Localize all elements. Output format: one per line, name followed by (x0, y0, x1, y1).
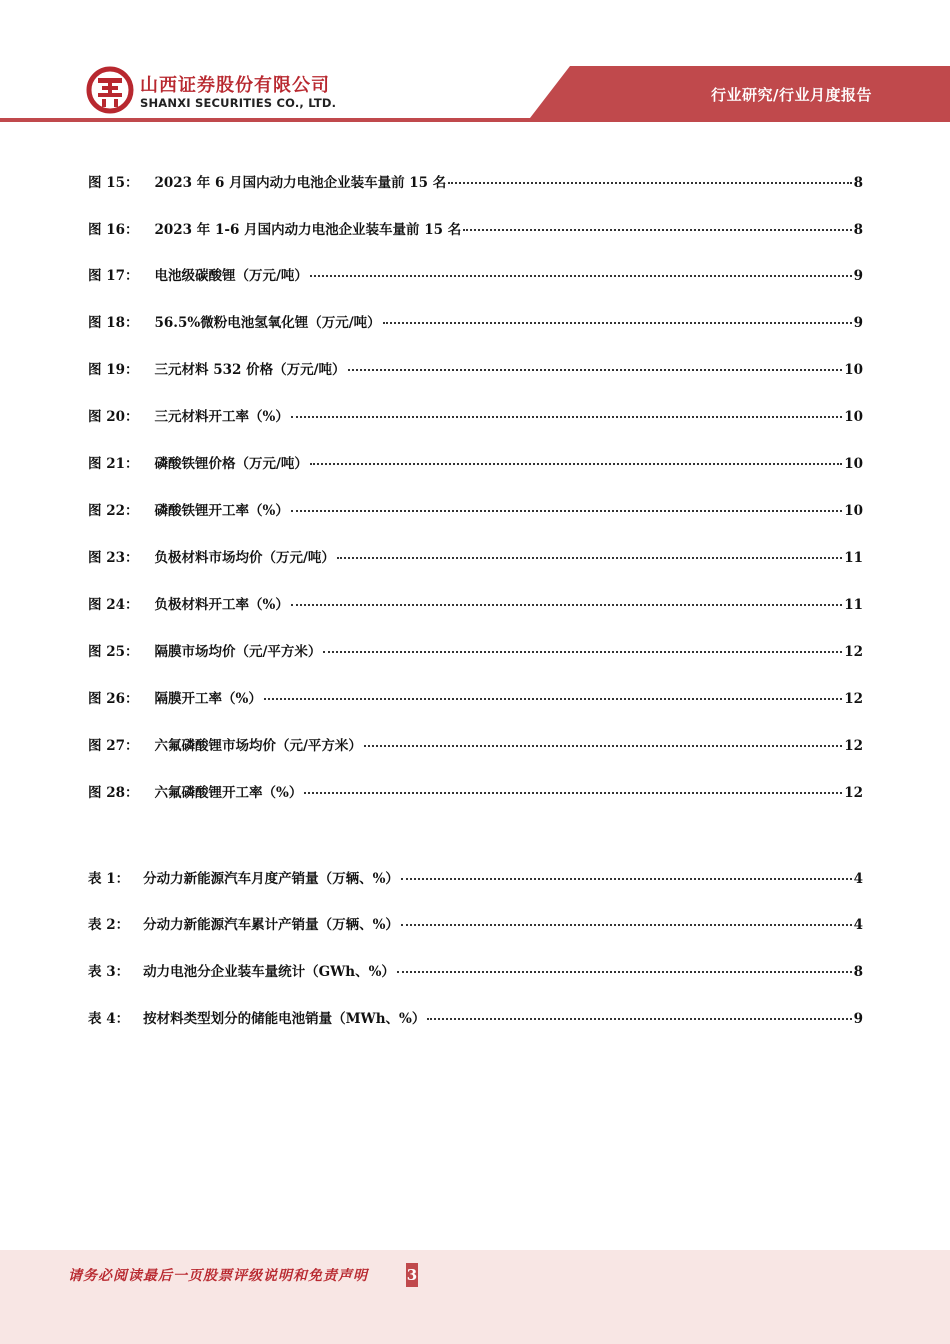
toc-page-number: 4 (853, 917, 863, 933)
toc-page-number: 12 (844, 644, 863, 660)
toc-entry-table-3[interactable] (88, 961, 863, 983)
company-logo-icon (86, 66, 134, 114)
toc-page-number: 10 (844, 456, 863, 472)
page-header (0, 0, 950, 124)
toc-title: 按材料类型划分的储能电池销量（MWh、%） (143, 1011, 426, 1027)
toc-leader-dots (348, 359, 843, 371)
toc-page-number: 8 (853, 964, 863, 980)
toc-page-number: 12 (844, 691, 863, 707)
toc-title: 磷酸铁锂价格（万元/吨） (154, 456, 308, 472)
toc-label: 图 23： (88, 550, 139, 566)
toc-label: 图 24： (88, 597, 139, 613)
toc-title: 2023 年 1-6 月国内动力电池企业装车量前 15 名 (154, 222, 462, 238)
toc-page-number: 9 (853, 268, 863, 284)
toc-entry-figure-19[interactable] (88, 359, 863, 381)
toc-label: 图 25： (88, 644, 139, 660)
toc-leader-dots (397, 961, 852, 973)
toc-leader-dots (463, 219, 851, 231)
toc-page-number: 12 (844, 738, 863, 754)
toc-title: 分动力新能源汽车月度产销量（万辆、%） (143, 871, 399, 887)
toc-leader-dots (304, 782, 842, 794)
toc-page-number: 10 (844, 409, 863, 425)
toc-entry-figure-18[interactable] (88, 312, 863, 334)
toc-leader-dots (337, 547, 842, 559)
toc-title: 负极材料开工率（%） (154, 597, 289, 613)
toc-entry-table-4[interactable] (88, 1008, 863, 1030)
toc-title: 隔膜市场均价（元/平方米） (154, 644, 322, 660)
company-name-en: SHANXI SECURITIES CO., LTD. (140, 96, 337, 110)
toc-entry-figure-21[interactable] (88, 453, 863, 475)
toc-leader-dots (401, 914, 852, 926)
toc-leader-dots (323, 641, 842, 653)
toc-leader-dots (310, 453, 842, 465)
footer-disclaimer: 请务必阅读最后一页股票评级说明和免责声明 (68, 1268, 368, 1284)
toc-leader-dots (427, 1008, 851, 1020)
toc-label: 图 26： (88, 691, 139, 707)
toc-entry-figure-24[interactable] (88, 594, 863, 616)
toc-title: 分动力新能源汽车累计产销量（万辆、%） (143, 917, 399, 933)
toc-label: 图 28： (88, 785, 139, 801)
toc-page-number: 11 (844, 597, 863, 613)
toc-label: 图 15： (88, 175, 139, 191)
toc-entry-figure-15[interactable] (88, 172, 863, 194)
toc-label: 表 2： (88, 917, 130, 933)
toc-page-number: 4 (853, 871, 863, 887)
toc-entry-figure-17[interactable] (88, 265, 863, 287)
toc-leader-dots (264, 688, 842, 700)
toc-leader-dots (448, 172, 851, 184)
toc-page-number: 8 (853, 175, 863, 191)
page-number: 3 (406, 1263, 418, 1287)
toc-leader-dots (310, 265, 852, 277)
toc-label: 图 16： (88, 222, 139, 238)
toc-label: 图 18： (88, 315, 139, 331)
toc-entry-figure-22[interactable] (88, 500, 863, 522)
toc-title: 动力电池分企业装车量统计（GWh、%） (143, 964, 395, 980)
toc-title: 隔膜开工率（%） (154, 691, 262, 707)
toc-title: 三元材料开工率（%） (154, 409, 289, 425)
toc-leader-dots (364, 735, 842, 747)
toc-entry-figure-23[interactable] (88, 547, 863, 569)
toc-leader-dots (291, 406, 842, 418)
toc-label: 图 19： (88, 362, 139, 378)
toc-page-number: 11 (844, 550, 863, 566)
toc-label: 图 22： (88, 503, 139, 519)
toc-leader-dots (401, 868, 852, 880)
toc-label: 图 27： (88, 738, 139, 754)
toc-title: 三元材料 532 价格（万元/吨） (154, 362, 346, 378)
toc-entry-figure-16[interactable] (88, 219, 863, 241)
toc-label: 表 4： (88, 1011, 130, 1027)
toc-entry-figure-25[interactable] (88, 641, 863, 663)
toc-label: 表 3： (88, 964, 130, 980)
report-type: 行业研究/行业月度报告 (711, 86, 872, 104)
toc-entry-table-1[interactable] (88, 868, 863, 890)
toc-title: 磷酸铁锂开工率（%） (154, 503, 289, 519)
toc-title: 56.5%微粉电池氢氧化锂（万元/吨） (154, 315, 381, 331)
toc-page-number: 12 (844, 785, 863, 801)
toc-title: 负极材料市场均价（万元/吨） (154, 550, 335, 566)
toc-page-number: 8 (853, 222, 863, 238)
toc-label: 图 20： (88, 409, 139, 425)
toc-page-number: 10 (844, 503, 863, 519)
toc-leader-dots (291, 500, 842, 512)
toc-label: 图 17： (88, 268, 139, 284)
toc-entry-figure-27[interactable] (88, 735, 863, 757)
toc-entry-table-2[interactable] (88, 914, 863, 936)
company-name-cn: 山西证券股份有限公司 (140, 75, 330, 96)
toc-leader-dots (291, 594, 842, 606)
toc-leader-dots (383, 312, 852, 324)
toc-entry-figure-28[interactable] (88, 782, 863, 804)
toc-entry-figure-20[interactable] (88, 406, 863, 428)
toc-label: 图 21： (88, 456, 139, 472)
toc-label: 表 1： (88, 871, 130, 887)
toc-page-number: 9 (853, 1011, 863, 1027)
toc-page-number: 10 (844, 362, 863, 378)
header-divider (0, 118, 950, 122)
toc-page-number: 9 (853, 315, 863, 331)
toc-title: 六氟磷酸锂市场均价（元/平方米） (154, 738, 362, 754)
toc-title: 2023 年 6 月国内动力电池企业装车量前 15 名 (154, 175, 447, 191)
toc-entry-figure-26[interactable] (88, 688, 863, 710)
toc-title: 电池级碳酸锂（万元/吨） (154, 268, 308, 284)
toc-title: 六氟磷酸锂开工率（%） (154, 785, 303, 801)
